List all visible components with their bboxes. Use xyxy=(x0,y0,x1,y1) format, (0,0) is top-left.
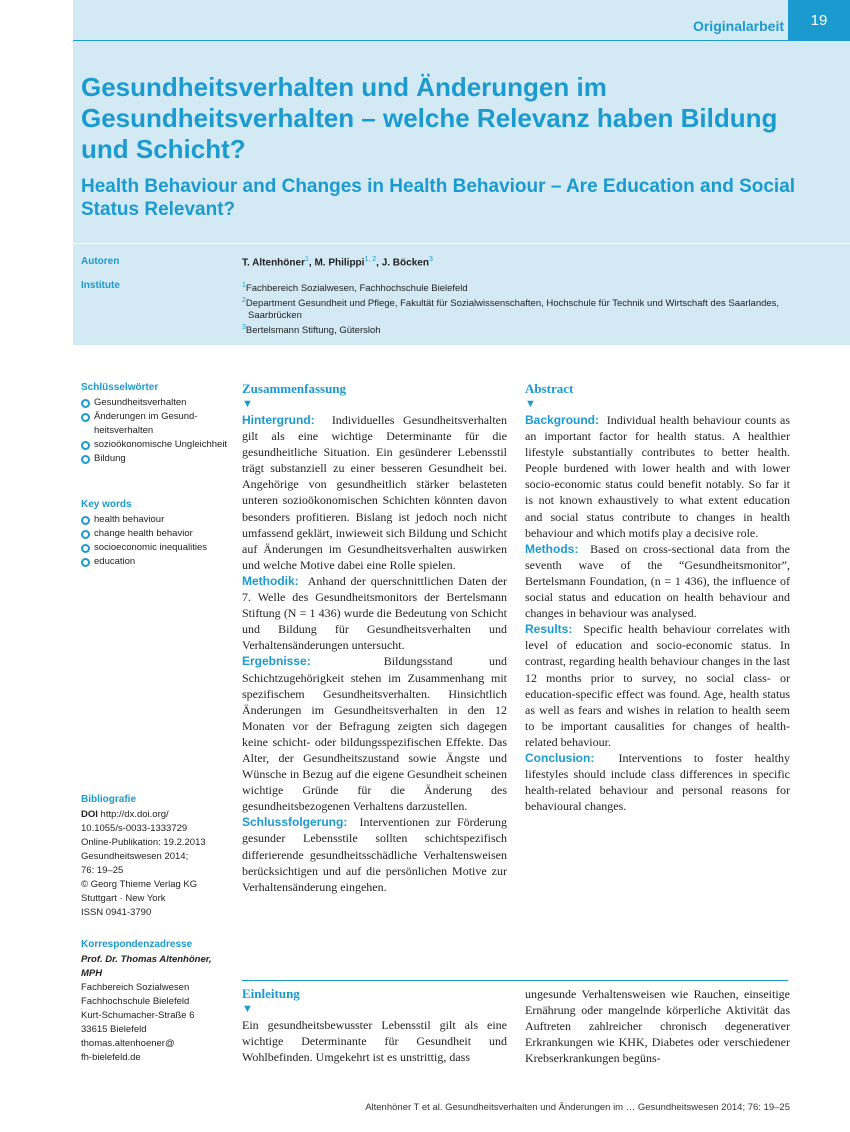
abstract-section-label: Conclusion: xyxy=(525,750,595,765)
keyword-text: health behaviour xyxy=(94,514,165,525)
institute-text: Fachbereich Sozialwesen, Fachhochschule Bielefeld xyxy=(245,283,468,295)
biblio-line xyxy=(81,808,231,822)
intro-rule xyxy=(242,980,788,981)
title-english: Health Behaviour and Changes in Health Behaviour – Are Education and Social Status Relevant? xyxy=(81,176,796,220)
keyword-item xyxy=(81,513,231,527)
page-number: 19 xyxy=(788,0,850,40)
bibliography xyxy=(81,793,231,920)
institute-item xyxy=(242,322,782,337)
correspondence-email[interactable]: thomas.altenhoener@ xyxy=(81,1038,175,1049)
doi-label: DOI xyxy=(81,809,98,820)
triangle-down-icon: ▼ xyxy=(525,398,536,410)
institute-text: Bertelsmann Stiftung, Gütersloh xyxy=(245,325,381,337)
bullet-icon xyxy=(81,441,90,450)
keyword-item xyxy=(81,555,231,569)
keyword-text: change health behavior xyxy=(94,528,193,539)
doi-link[interactable]: http://dx.doi.org/ xyxy=(100,809,169,820)
abstract-section-text: Specific health behaviour correlates with level of education and socio-economic status. In contrast, regarding health behaviour changes in the last 12 months prior to survey, no social class- or education-specific effect was found. Age, health status as well as fears and wishes in relation to health seem to be important causalities for changes of health-related behaviour. xyxy=(525,622,791,749)
abstract-section-text: Interventions to foster healthy lifestyles should include class differences in specific health-related behaviour and personal reasons for behavioural changes. xyxy=(525,750,791,814)
abstract-section-text: Interventionen zur Förderung gesunder Lebensstile sollten schichtspezifisch differierende gesundheitsschädliche Verhaltensweisen berücksichtigen und auf die persönlichen Motive zur Verhaltensänderung eingehen. xyxy=(242,815,507,894)
biblio-line: Gesundheitswesen 2014; xyxy=(81,851,189,862)
keywords-german xyxy=(81,381,231,466)
institute-number: 2 xyxy=(242,297,246,305)
abstract-section-label: Methods: xyxy=(525,541,579,556)
abstract-section-text: Bildungsstand und Schichtzugehörigkeit stehen im Zusammenhang mit spezifischem Gesundheitsverhalten. Hinsichtlich Änderungen im Gesundheitsverhalten in den 12 Monaten vor der Befragung zeigten sich dagegen keine schicht- oder bildungsspezifischen Effekte. Das Alter, der Gesundheitszustand sowie Ängste und Wünsche in Bezug auf die eigene Gesundheit scheinen wichtige Gründe für die Änderung des gesundheitsbezogenen Verhaltens darzustellen. xyxy=(242,654,508,814)
bullet-icon xyxy=(81,544,90,553)
abstract-section-text: Individual health behaviour counts as an important factor for health status. A healthier lifestyle substantially contributes to better health. People burdened with lower health and with lower socio-economic status could benefit notably. So far it is not known exhaustively to what extent education and social status contribute to changes in health behaviour and which motifs play a decisive role. xyxy=(525,413,791,540)
biblio-line: © Georg Thieme Verlag KG xyxy=(81,879,198,890)
abstract-section-text: Based on cross-sectional data from the seventh wave of the “Gesundheitsmonitor”, Bertelsmann Foundation, (n = 1 436), the influence of social status and education on health behaviour and changes in behaviour was analysed. xyxy=(525,541,791,621)
intro-column-2 xyxy=(525,986,790,1066)
intro-text: ungesunde Verhaltensweisen wie Rauchen, einseitige Ernährung oder mangelnde körperliche Aktivität das Auftreten zahlreicher chronisch degenerativer Erkrankungen wie KHK, Diabetes oder verschiedener Krebserkrankungen begüns- xyxy=(525,987,790,1066)
abstract-section-text: Anhand der querschnittlichen Daten der 7. Welle des Gesundheitsmonitors der Bertelsmann Stiftung (N = 1 436) wurde die Bedeutung von Schicht und Bildung für Gesundheitsverhalten und Verhaltensänderungen untersucht. xyxy=(242,573,507,653)
abstract-paragraph xyxy=(242,814,507,894)
author-name: J. Böcken xyxy=(381,257,429,269)
abstract-section-label: Hintergrund: xyxy=(242,413,315,427)
keyword-text: Bildung xyxy=(94,453,126,464)
author-affiliation: 1, 2 xyxy=(364,256,377,263)
author-name: M. Philippi xyxy=(314,257,365,269)
keywords-english-title: Key words xyxy=(81,499,132,510)
abstract-paragraph xyxy=(242,653,507,814)
keyword-item xyxy=(81,541,231,555)
section-tag: Originalarbeit xyxy=(692,18,784,34)
correspondence-name: Prof. Dr. Thomas Altenhöner, MPH xyxy=(81,954,212,979)
bullet-icon xyxy=(81,455,90,464)
bullet-icon xyxy=(81,399,90,408)
abstract-paragraph xyxy=(525,621,790,750)
abstract-german xyxy=(242,381,507,895)
bullet-icon xyxy=(81,516,90,525)
keyword-text: socioeconomic inequalities xyxy=(94,542,208,553)
keyword-item xyxy=(81,396,231,410)
abstract-section-label: Background: xyxy=(525,413,600,427)
abstract-english-heading: Abstract xyxy=(525,381,574,396)
abstract-english xyxy=(525,381,790,814)
abstract-paragraph xyxy=(525,541,790,621)
abstract-section-label: Ergebnisse: xyxy=(242,654,311,669)
bullet-icon xyxy=(81,413,90,422)
keyword-item xyxy=(81,527,231,541)
author-list xyxy=(242,256,433,268)
title-german: Gesundheitsverhalten und Änderungen im Gesundheitsverhalten – welche Relevanz haben Bildung und Schicht? xyxy=(81,72,778,164)
keyword-text: Gesundheitsverhalten xyxy=(94,397,187,408)
abstract-paragraph xyxy=(525,750,790,814)
institute-item xyxy=(242,295,782,322)
institute-text: Department Gesundheit und Pflege, Fakultät für Sozialwissenschaften, Hochschule für Technik und Wirtschaft des Saarlandes, Saarbrücken xyxy=(245,298,780,322)
author-name: T. Altenhöner xyxy=(242,257,305,269)
keyword-item xyxy=(81,410,231,438)
biblio-line: Stuttgart · New York xyxy=(81,893,166,904)
keyword-text: education xyxy=(94,556,136,567)
institute-number: 3 xyxy=(242,324,246,332)
triangle-down-icon: ▼ xyxy=(242,398,253,410)
bullet-icon xyxy=(81,530,90,539)
keyword-text: sozioökonomische Ungleichheit xyxy=(94,439,228,450)
institute-number: 1 xyxy=(242,282,246,289)
author-separator: , xyxy=(376,257,382,269)
author-separator: , xyxy=(308,257,315,269)
triangle-down-icon: ▼ xyxy=(242,1003,253,1015)
correspondence-line: 33615 Bielefeld xyxy=(81,1024,147,1035)
institutes-label: Institute xyxy=(81,280,120,291)
intro-text: Ein gesundheitsbewusster Lebensstil gilt als eine wichtige Determinante für Gesundheit und Wohlbefinden. Umgekehrt ist es unstrittig, dass xyxy=(242,1018,507,1065)
abstract-paragraph xyxy=(242,573,507,653)
biblio-line: Online-Publikation: 19.2.2013 xyxy=(81,837,206,848)
keyword-item xyxy=(81,438,231,452)
abstract-german-heading: Zusammenfassung xyxy=(242,381,347,396)
correspondence-title: Korrespondenzadresse xyxy=(81,939,193,950)
abstract-paragraph xyxy=(242,412,507,573)
biblio-line: 76: 19–25 xyxy=(81,865,124,876)
abstract-paragraph xyxy=(525,412,790,541)
author-affiliation: 3 xyxy=(428,256,433,263)
footer-citation: Altenhöner T et al. Gesundheitsverhalten und Änderungen im … Gesundheitswesen 2014; 76: 19–25 xyxy=(365,1102,790,1113)
keyword-text: Änderungen im Gesund-heitsverhalten xyxy=(94,411,198,436)
abstract-section-label: Schlussfolgerung: xyxy=(242,815,348,830)
correspondence-line: Fachbereich Sozialwesen xyxy=(81,982,190,993)
abstract-section-text: Individuelles Gesundheitsverhalten gilt als eine wichtige Determinante für die gesundheitliche Situation. Ein gesünderer Lebensstil trägt substanziell zu einer besseren Gesundheit bei. Angehörige von gesundheitlich stärker belasteten unteren sozioökonomischen Schichten könnten davon besonders profitieren. Bislang ist jedoch noch nicht umfassend geklärt, inwieweit sich Bildung und Schicht auf Änderungen im Gesundheitsverhalten auswirken und welche Motive dabei eine Rolle spielen. xyxy=(242,413,508,572)
authors-label: Autoren xyxy=(81,256,120,267)
abstract-section-label: Results: xyxy=(525,622,573,637)
header-rule xyxy=(73,40,850,41)
biblio-line: 10.1055/s-0033-1333729 xyxy=(81,823,188,834)
bibliography-title: Bibliografie xyxy=(81,794,137,805)
correspondence-email[interactable]: fh-bielefeld.de xyxy=(81,1052,141,1063)
intro-column-1 xyxy=(242,986,507,1065)
biblio-line: ISSN 0941-3790 xyxy=(81,907,152,918)
institute-item xyxy=(242,280,782,295)
keyword-item xyxy=(81,452,231,466)
keywords-german-title: Schlüsselwörter xyxy=(81,382,159,393)
bullet-icon xyxy=(81,558,90,567)
keywords-english xyxy=(81,498,231,569)
abstract-section-label: Methodik: xyxy=(242,573,299,588)
correspondence-line: Fachhochschule Bielefeld xyxy=(81,996,190,1007)
correspondence xyxy=(81,938,231,1065)
institute-list xyxy=(242,280,782,337)
author-affiliation: 1 xyxy=(304,256,309,263)
correspondence-line: Kurt-Schumacher-Straße 6 xyxy=(81,1010,195,1021)
intro-heading: Einleitung xyxy=(242,986,300,1001)
header-divider xyxy=(73,243,850,244)
